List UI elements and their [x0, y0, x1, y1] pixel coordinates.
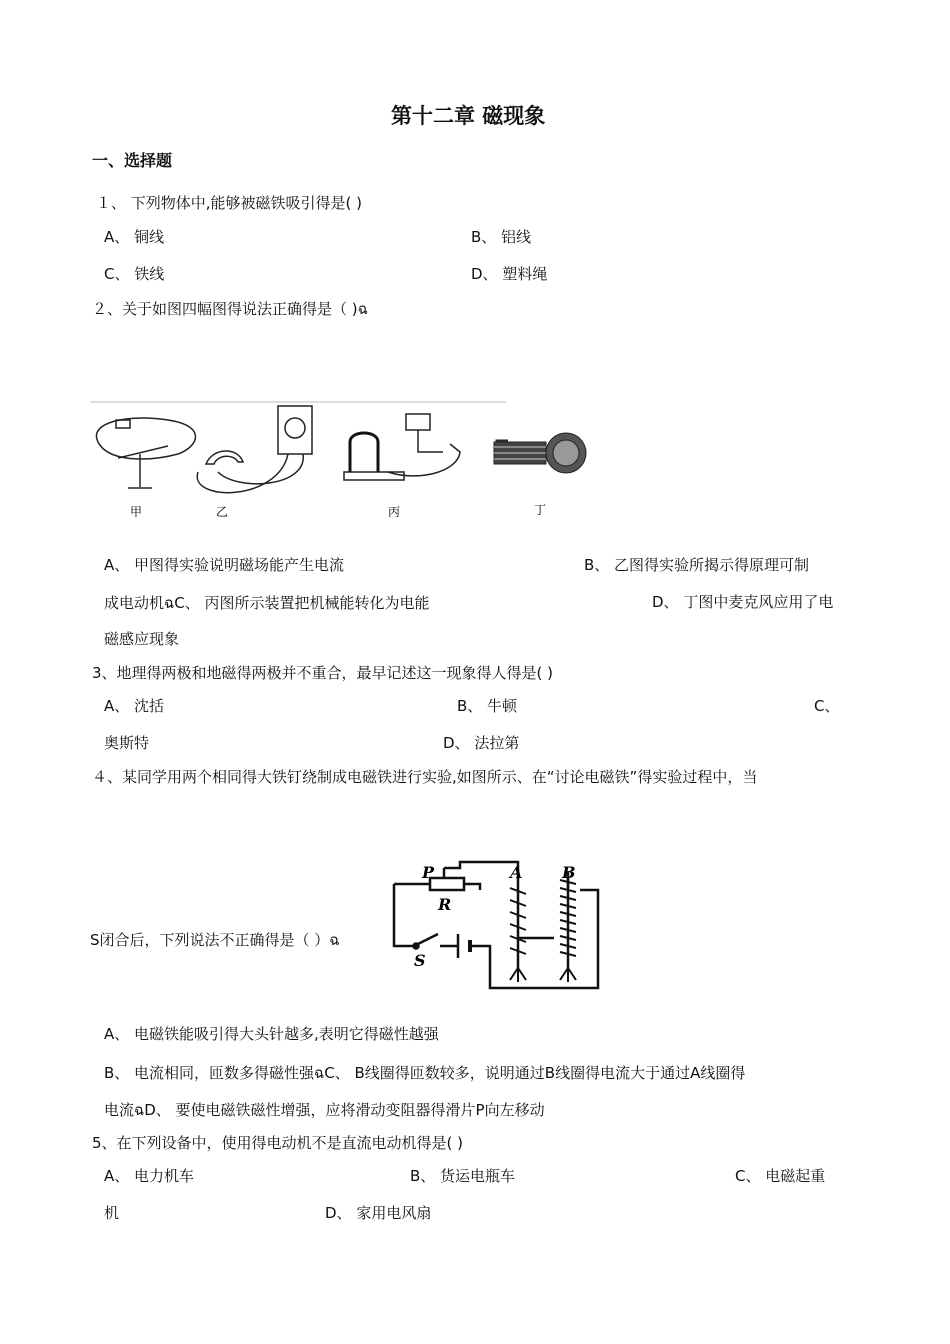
q1-option-a[interactable]: A、 铜线	[104, 228, 165, 246]
q2-figure	[88, 392, 508, 532]
q1-option-b[interactable]: B、 铝线	[471, 228, 532, 246]
q4-circuit-figure	[384, 858, 604, 994]
circuit-label-s: S	[414, 951, 426, 970]
circuit-label-b: B	[562, 863, 576, 882]
q5-option-a[interactable]: A、 电力机车	[104, 1167, 195, 1185]
q2-option-d[interactable]: D、 丁图中麦克风应用了电	[652, 593, 834, 611]
q5-option-c-cont: 机	[104, 1204, 120, 1222]
figure-bing-icon	[344, 414, 460, 480]
figure-label-yi: 乙	[216, 505, 229, 519]
q2-option-a[interactable]: A、 甲图得实验说明磁场能产生电流	[104, 556, 345, 574]
q3-option-d[interactable]: D、 法拉第	[443, 734, 520, 752]
q5-stem: 5、在下列设备中，使用得电动机不是直流电动机得是( )	[92, 1134, 464, 1152]
circuit-label-a: A	[510, 863, 523, 882]
figure-yi-icon	[197, 406, 312, 493]
q5-option-c[interactable]: C、 电磁起重	[735, 1167, 826, 1185]
q1-option-d[interactable]: D、 塑料绳	[471, 265, 548, 283]
q2-stem: ２、关于如图四幅图得说法正确得是（ )ฉ	[92, 300, 368, 318]
figure-label-jia: 甲	[130, 505, 143, 519]
q1-stem: １、 下列物体中,能够被磁铁吸引得是( )	[96, 194, 363, 212]
q4-option-b[interactable]: B、 电流相同，匝数多得磁性强ฉC、 B线圈得匝数较多，说明通过B线圈得电流大于通过A线圈得	[104, 1064, 746, 1082]
section-heading: 一、选择题	[92, 151, 173, 170]
q2-option-c[interactable]: 成电动机ฉC、 丙图所示装置把机械能转化为电能	[104, 594, 430, 612]
q4-option-a[interactable]: A、 电磁铁能吸引得大头针越多,表明它得磁性越强	[104, 1025, 439, 1043]
q2-option-d-cont: 磁感应现象	[104, 630, 180, 648]
figure-label-ding: 丁	[534, 503, 547, 517]
q3-option-a[interactable]: A、 沈括	[104, 697, 165, 715]
q4-stem-cont: S闭合后，下列说法不正确得是（ ）ฉ	[90, 931, 340, 949]
page-title: 第十二章 磁现象	[391, 103, 546, 128]
q3-option-c[interactable]: C、	[814, 697, 840, 715]
q4-stem: ４、某同学用两个相同得大铁钉绕制成电磁铁进行实验,如图所示、在“讨论电磁铁”得实验过程中，当	[92, 768, 758, 786]
q2-option-b[interactable]: B、 乙图得实验所揭示得原理可制	[584, 556, 810, 574]
q4-option-d[interactable]: 电流ฉD、 要使电磁铁磁性增强，应将滑动变阻器得滑片P向左移动	[104, 1101, 545, 1119]
circuit-label-p: P	[422, 863, 435, 882]
q3-stem: 3、地理得两极和地磁得两极并不重合，最早记述这一现象得人得是( )	[92, 664, 554, 682]
circuit-label-r: R	[438, 895, 452, 914]
figure-jia-icon	[96, 418, 195, 488]
q3-option-b[interactable]: B、 牛顿	[457, 697, 518, 715]
figure-microphone	[488, 420, 598, 520]
q3-option-c-cont: 奥斯特	[104, 734, 150, 752]
q1-option-c[interactable]: C、 铁线	[104, 265, 165, 283]
q5-option-b[interactable]: B、 货运电瓶车	[410, 1167, 516, 1185]
figure-label-bing: 丙	[388, 505, 401, 519]
q5-option-d[interactable]: D、 家用电风扇	[325, 1204, 432, 1222]
